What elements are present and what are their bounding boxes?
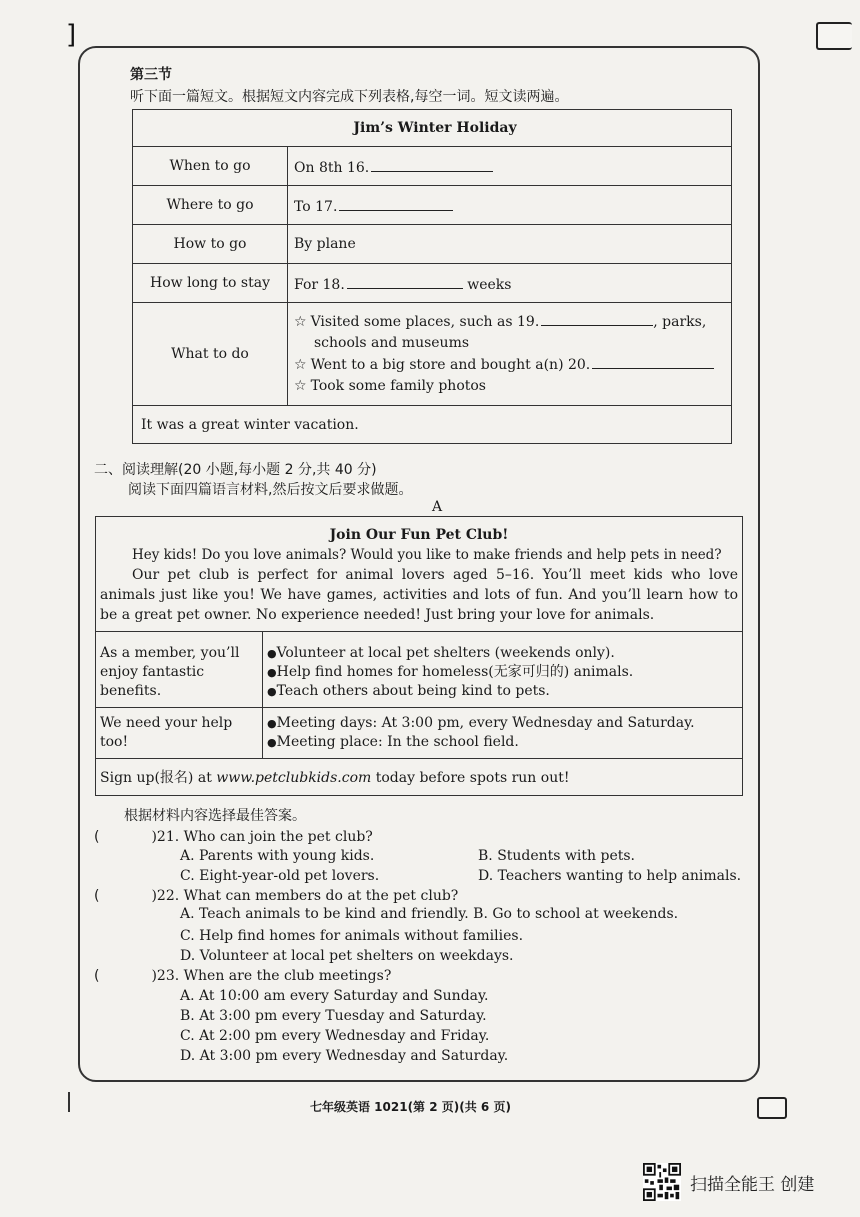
answer-blank-17[interactable] [339, 196, 453, 211]
option[interactable]: C. At 2:00 pm every Wednesday and Friday. [180, 1028, 490, 1044]
question-stem: )22. What can members do at the pet club? [151, 888, 459, 904]
signup-line [96, 759, 743, 796]
bullet-icon: ● [267, 736, 277, 749]
star-icon: ☆ [294, 357, 307, 373]
todo-tail: , parks, [653, 314, 707, 330]
table-row [133, 264, 732, 303]
bullet-icon: ● [267, 647, 277, 660]
row-value-text: To 17. [294, 198, 338, 215]
table-row [133, 225, 732, 264]
list-item [267, 663, 738, 682]
row-value [288, 147, 732, 186]
answer-blank-16[interactable] [371, 157, 493, 172]
list-item [267, 682, 738, 701]
option[interactable]: A. Teach animals to be kind and friendly. B. Go to school at weekends. [180, 906, 679, 922]
scanner-watermark: 扫描全能王 创建 [690, 1175, 815, 1195]
question-23 [94, 968, 391, 984]
corner-bracket: ] [66, 20, 77, 50]
bullet-icon: ● [267, 666, 277, 679]
todo-text: schools and museums [314, 335, 470, 351]
section3-heading: 第三节 [130, 67, 172, 83]
todo-text: Took some family photos [310, 378, 486, 394]
signup-link[interactable]: www.petclubkids.com [216, 770, 372, 786]
question-21 [94, 829, 373, 845]
row-label: When to go [133, 147, 288, 186]
todo-item [294, 333, 725, 354]
todo-item [294, 311, 725, 333]
answer-paren[interactable]: ( [94, 968, 100, 984]
section3-instruction: 听下面一篇短文。根据短文内容完成下列表格,每空一词。短文读两遍。 [130, 89, 569, 105]
question-stem: )21. Who can join the pet club? [151, 829, 373, 845]
row-label: Where to go [133, 186, 288, 225]
bullet-icon: ● [267, 717, 277, 730]
holiday-table-footer: It was a great winter vacation. [133, 406, 732, 444]
option[interactable]: B. At 3:00 pm every Tuesday and Saturday. [180, 1008, 487, 1024]
holiday-table [132, 109, 732, 444]
table-row [133, 303, 732, 406]
row-value: By plane [288, 225, 732, 264]
benefits-label: As a member, you’ll enjoy fantastic benefits. [96, 632, 263, 708]
table-row [133, 147, 732, 186]
part2-instruction: 阅读下面四篇语言材料,然后按文后要求做题。 [128, 482, 413, 498]
option[interactable]: C. Eight-year-old pet lovers. [180, 868, 380, 884]
star-icon: ☆ [294, 314, 307, 330]
pet-club-table [95, 516, 743, 796]
answer-blank-19[interactable] [541, 311, 653, 326]
list-item-text: Meeting place: In the school field. [276, 734, 519, 750]
pet-club-title: Join Our Fun Pet Club! [329, 527, 509, 543]
answer-blank-20[interactable] [592, 354, 714, 369]
option[interactable]: A. At 10:00 am every Saturday and Sunday. [180, 988, 489, 1004]
passage-letter: A [432, 499, 443, 515]
row-value [288, 186, 732, 225]
help-list [263, 708, 743, 759]
option[interactable]: A. Parents with young kids. [180, 848, 375, 864]
answer-paren[interactable]: ( [94, 829, 100, 845]
page-footer: 七年级英语 1021(第 2 页)(共 6 页) [310, 1100, 511, 1114]
signup-tail: today before spots run out! [371, 770, 570, 786]
question-22 [94, 888, 458, 904]
star-icon: ☆ [294, 378, 307, 394]
table-row [133, 186, 732, 225]
answer-paren[interactable]: ( [94, 888, 100, 904]
bullet-icon: ● [267, 685, 277, 698]
list-item-text: Volunteer at local pet shelters (weekends only). [276, 645, 615, 661]
list-item-text: Help find homes for homeless(无家可归的) animals. [276, 664, 634, 680]
todo-item [294, 376, 725, 397]
option[interactable]: D. Volunteer at local pet shelters on weekdays. [180, 948, 514, 964]
option[interactable]: D. Teachers wanting to help animals. [478, 868, 742, 884]
row-label: How long to stay [133, 264, 288, 303]
list-item [267, 714, 738, 733]
help-label: We need your help too! [96, 708, 263, 759]
todo-item [294, 354, 725, 376]
todo-text: Went to a big store and bought a(n) 20. [310, 357, 591, 373]
row-label: How to go [133, 225, 288, 264]
row-value-text: On 8th 16. [294, 159, 370, 176]
pet-club-intro [96, 517, 743, 632]
list-item-text: Teach others about being kind to pets. [276, 683, 550, 699]
row-label: What to do [133, 303, 288, 406]
answer-blank-18[interactable] [347, 274, 463, 289]
option[interactable]: C. Help find homes for animals without families. [180, 928, 524, 944]
part2-heading: 二、阅读理解(20 小题,每小题 2 分,共 40 分) [94, 462, 377, 478]
qr-code-icon [643, 1163, 681, 1201]
questions-intro: 根据材料内容选择最佳答案。 [124, 808, 306, 824]
holiday-table-title: Jim’s Winter Holiday [133, 110, 732, 147]
option[interactable]: D. At 3:00 pm every Wednesday and Saturday. [180, 1048, 509, 1064]
list-item-text: Meeting days: At 3:00 pm, every Wednesday and Saturday. [276, 715, 695, 731]
todo-list [288, 303, 732, 406]
list-item [267, 733, 738, 752]
option[interactable]: B. Students with pets. [478, 848, 636, 864]
row-value [288, 264, 732, 303]
todo-text: Visited some places, such as 19. [310, 314, 540, 330]
pet-club-para2: Our pet club is perfect for animal lovers aged 5–16. You’ll meet kids who love animals just like you! We have games, activities and lots of fun. And you’ll learn how to be a great pet owner. No experience needed! Just bring your love for animals. [100, 567, 738, 623]
benefits-list [263, 632, 743, 708]
question-stem: )23. When are the club meetings? [151, 968, 392, 984]
list-item [267, 644, 738, 663]
row-value-text: For 18. [294, 276, 345, 293]
pet-club-para1: Hey kids! Do you love animals? Would you like to make friends and help pets in need? [132, 547, 722, 563]
signup-text: Sign up(报名) at [100, 770, 217, 786]
row-value-suffix: weeks [462, 276, 512, 293]
